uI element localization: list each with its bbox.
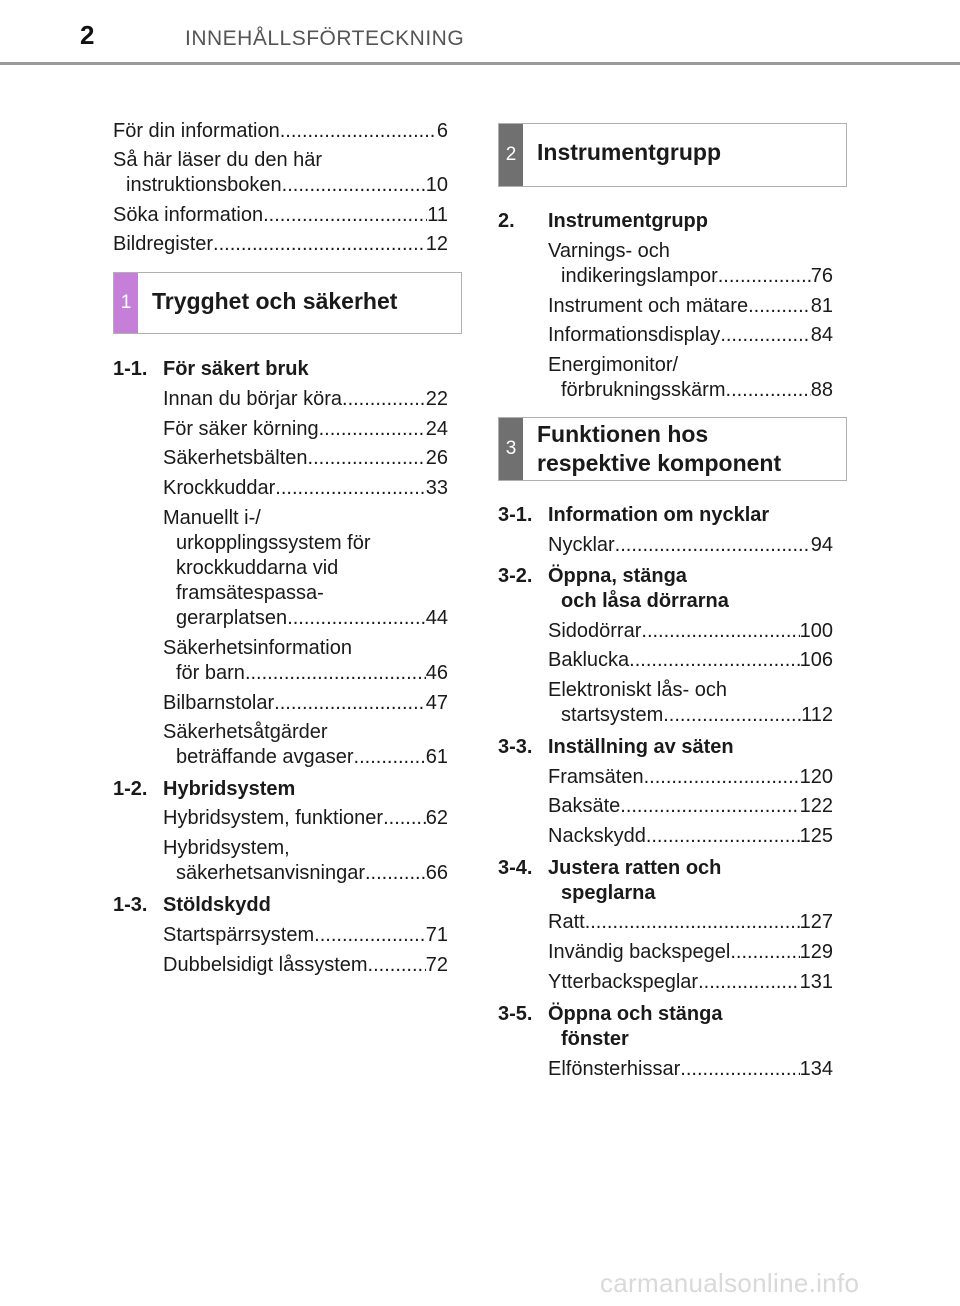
section-title-cont: och låsa dörrarna xyxy=(561,590,729,612)
toc-entry[interactable] xyxy=(163,636,448,686)
section-heading-3-5[interactable] xyxy=(498,1002,838,1052)
toc-entry-page: 84 xyxy=(810,324,833,346)
toc-entry-page: 112 xyxy=(801,704,833,726)
toc-entry[interactable] xyxy=(548,678,833,728)
toc-entry-text: Informationsdisplay xyxy=(548,324,721,346)
toc-entry-text: Framsäten xyxy=(548,766,644,788)
toc-entry-intro-1[interactable] xyxy=(113,119,448,144)
toc-entry-page: 131 xyxy=(799,971,833,993)
chapter-number-tab: 2 xyxy=(499,124,523,186)
chapter-box-3[interactable] xyxy=(498,417,847,481)
toc-entry[interactable] xyxy=(548,323,833,348)
toc-entry-text: Baklucka xyxy=(548,649,630,671)
toc-entry[interactable] xyxy=(163,506,448,631)
toc-entry-page: 24 xyxy=(425,418,448,440)
toc-entry-text: Ratt xyxy=(548,911,585,933)
chapter-box-1[interactable] xyxy=(113,272,462,334)
toc-entry-page: 71 xyxy=(425,924,448,946)
toc-entry[interactable] xyxy=(548,765,833,790)
toc-entry-text: Energimonitor/ xyxy=(548,354,679,376)
section-heading-1-2[interactable] xyxy=(113,777,453,802)
toc-entry[interactable] xyxy=(548,294,833,319)
toc-entry-text-cont: säkerhetsanvisningar xyxy=(176,862,365,884)
section-heading-3-4[interactable] xyxy=(498,856,838,906)
toc-entry-text: Sidodörrar xyxy=(548,620,642,642)
toc-entry-text: Manuellt i-/ xyxy=(163,507,261,529)
toc-entry-page: 134 xyxy=(799,1058,833,1080)
toc-entry-text-cont: förbrukningsskärm xyxy=(561,379,726,401)
section-title: Öppna och stänga xyxy=(548,1003,723,1025)
toc-entry-text: Säkerhetsinformation xyxy=(163,637,352,659)
section-number: 3-5. xyxy=(498,1003,533,1025)
toc-entry-text: Innan du börjar köra xyxy=(163,388,343,410)
section-number: 2. xyxy=(498,210,515,232)
toc-entry[interactable] xyxy=(163,806,448,831)
toc-entry[interactable] xyxy=(163,720,448,770)
toc-entry-page: 11 xyxy=(427,204,448,226)
toc-entry-page: 127 xyxy=(799,911,833,933)
section-number: 1-1. xyxy=(113,358,148,380)
toc-entry-page: 44 xyxy=(425,607,448,629)
toc-entry[interactable] xyxy=(163,691,448,716)
toc-entry[interactable] xyxy=(548,824,833,849)
toc-entry[interactable] xyxy=(548,619,833,644)
toc-entry-text: Säkerhetsåtgärder xyxy=(163,721,328,743)
toc-entry-page: 12 xyxy=(425,233,448,255)
section-number: 1-2. xyxy=(113,778,148,800)
section-title-cont: speglarna xyxy=(561,882,656,904)
toc-entry-text: Säkerhetsbälten xyxy=(163,447,308,469)
section-number: 1-3. xyxy=(113,894,148,916)
toc-entry-text: Invändig backspegel xyxy=(548,941,731,963)
toc-entry-text-cont: indikeringslampor xyxy=(561,265,718,287)
section-heading-3-2[interactable] xyxy=(498,564,838,614)
chapter-number-tab: 1 xyxy=(114,273,138,333)
toc-entry[interactable] xyxy=(548,910,833,935)
toc-entry[interactable] xyxy=(163,387,448,412)
toc-entry-text-cont: krockkuddarna vid xyxy=(176,557,339,579)
toc-entry-text: Så här läser du den här xyxy=(113,149,323,171)
section-title: Stöldskydd xyxy=(163,894,271,916)
header-divider xyxy=(0,62,960,65)
toc-entry[interactable] xyxy=(548,648,833,673)
toc-entry-page: 33 xyxy=(425,477,448,499)
chapter-box-2[interactable] xyxy=(498,123,847,187)
toc-entry-intro-4[interactable] xyxy=(113,232,448,257)
toc-entry-text: För säker körning xyxy=(163,418,319,440)
toc-entry-text-cont: gerarplatsen xyxy=(176,607,288,629)
chapter-title-line2: respektive komponent xyxy=(537,450,782,476)
toc-entry-page: 26 xyxy=(425,447,448,469)
toc-entry-page: 122 xyxy=(799,795,833,817)
toc-entry[interactable] xyxy=(548,533,833,558)
section-title-cont: fönster xyxy=(561,1028,629,1050)
chapter-number-tab: 3 xyxy=(499,418,523,480)
toc-entry[interactable] xyxy=(548,353,833,403)
toc-entry-text: Dubbelsidigt låssystem xyxy=(163,954,368,976)
toc-entry-page: 61 xyxy=(425,746,448,768)
toc-entry-page: 100 xyxy=(799,620,833,642)
toc-entry-text-cont: framsätespassa- xyxy=(176,582,324,604)
toc-entry-text: Bildregister xyxy=(113,233,214,255)
toc-entry-page: 72 xyxy=(425,954,448,976)
toc-entry[interactable] xyxy=(163,836,448,886)
section-heading-3-3[interactable] xyxy=(498,735,838,760)
toc-entry-text: Hybridsystem, funktioner xyxy=(163,807,384,829)
toc-entry-text: Hybridsystem, xyxy=(163,837,290,859)
toc-entry-text: Elektroniskt lås- och xyxy=(548,679,727,701)
toc-entry-page: 125 xyxy=(799,825,833,847)
toc-entry[interactable] xyxy=(163,476,448,501)
section-heading-2[interactable] xyxy=(498,209,838,234)
section-number: 3-2. xyxy=(498,565,533,587)
section-title: Hybridsystem xyxy=(163,778,296,800)
toc-entry-text: Elfönsterhissar xyxy=(548,1058,681,1080)
toc-entry-text: Krockkuddar xyxy=(163,477,276,499)
toc-entry-text: Baksäte xyxy=(548,795,621,817)
toc-entry-page: 46 xyxy=(425,662,448,684)
section-heading-3-1[interactable] xyxy=(498,503,838,528)
toc-entry-page: 94 xyxy=(810,534,833,556)
toc-entry-page: 81 xyxy=(810,295,833,317)
toc-entry[interactable] xyxy=(548,794,833,819)
section-title: Inställning av säten xyxy=(548,736,734,758)
toc-entry-text: Bilbarnstolar xyxy=(163,692,275,714)
toc-entry-text: Nackskydd xyxy=(548,825,646,847)
section-title: Öppna, stänga xyxy=(548,565,687,587)
toc-entry-text: Ytterbackspeglar xyxy=(548,971,699,993)
toc-entry[interactable] xyxy=(548,970,833,995)
toc-entry-page: 120 xyxy=(799,766,833,788)
toc-entry[interactable] xyxy=(548,1057,833,1082)
toc-entry-intro-3[interactable] xyxy=(113,203,448,228)
toc-entry-text: För din information xyxy=(113,120,280,142)
section-title: Information om nycklar xyxy=(548,504,770,526)
section-heading-1-3[interactable] xyxy=(113,893,453,918)
chapter-title: Trygghet och säkerhet xyxy=(152,288,398,314)
toc-entry-page: 62 xyxy=(425,807,448,829)
toc-entry-page: 129 xyxy=(799,941,833,963)
section-title: Justera ratten och xyxy=(548,857,722,879)
toc-entry-intro-2[interactable] xyxy=(113,148,448,198)
section-number: 3-3. xyxy=(498,736,533,758)
toc-entry-page: 47 xyxy=(425,692,448,714)
toc-entry-text-cont: för barn xyxy=(176,662,245,684)
header-title: INNEHÅLLSFÖRTECKNING xyxy=(185,27,465,50)
section-title: För säkert bruk xyxy=(163,358,309,380)
toc-entry-text: Varnings- och xyxy=(548,240,670,262)
toc-entry-page: 6 xyxy=(436,120,448,142)
toc-entry[interactable] xyxy=(548,239,833,289)
toc-entry-text: Startspärrsystem xyxy=(163,924,315,946)
chapter-title-line1: Funktionen hos xyxy=(537,421,709,447)
section-number: 3-4. xyxy=(498,857,533,879)
toc-entry-page: 66 xyxy=(425,862,448,884)
toc-entry-text: Instrument och mätare xyxy=(548,295,749,317)
section-number: 3-1. xyxy=(498,504,533,526)
section-heading-1-1[interactable] xyxy=(113,357,453,382)
toc-entry-text-cont: beträffande avgaser xyxy=(176,746,354,768)
chapter-title: Instrumentgrupp xyxy=(537,139,721,165)
toc-entry-text-cont: startsystem xyxy=(561,704,664,726)
toc-entry[interactable] xyxy=(163,417,448,442)
toc-entry-page: 106 xyxy=(799,649,833,671)
toc-entry[interactable] xyxy=(163,446,448,471)
page-number: 2 xyxy=(80,20,95,50)
page-header xyxy=(0,0,960,66)
section-title: Instrumentgrupp xyxy=(548,210,708,232)
watermark-text: carmanualsonline.info xyxy=(600,1268,860,1298)
toc-entry-page: 22 xyxy=(425,388,448,410)
toc-entry[interactable] xyxy=(548,940,833,965)
toc-entry-text: Söka information xyxy=(113,204,264,226)
toc-entry-page: 10 xyxy=(425,174,448,196)
toc-entry-text-cont: urkopplingssystem för xyxy=(176,532,371,554)
toc-entry-text: Nycklar xyxy=(548,534,615,556)
toc-entry-page: 76 xyxy=(810,265,833,287)
toc-entry-text-cont: instruktionsboken xyxy=(126,174,282,196)
toc-entry[interactable] xyxy=(163,923,448,948)
toc-entry[interactable] xyxy=(163,953,448,978)
toc-entry-page: 88 xyxy=(810,379,833,401)
